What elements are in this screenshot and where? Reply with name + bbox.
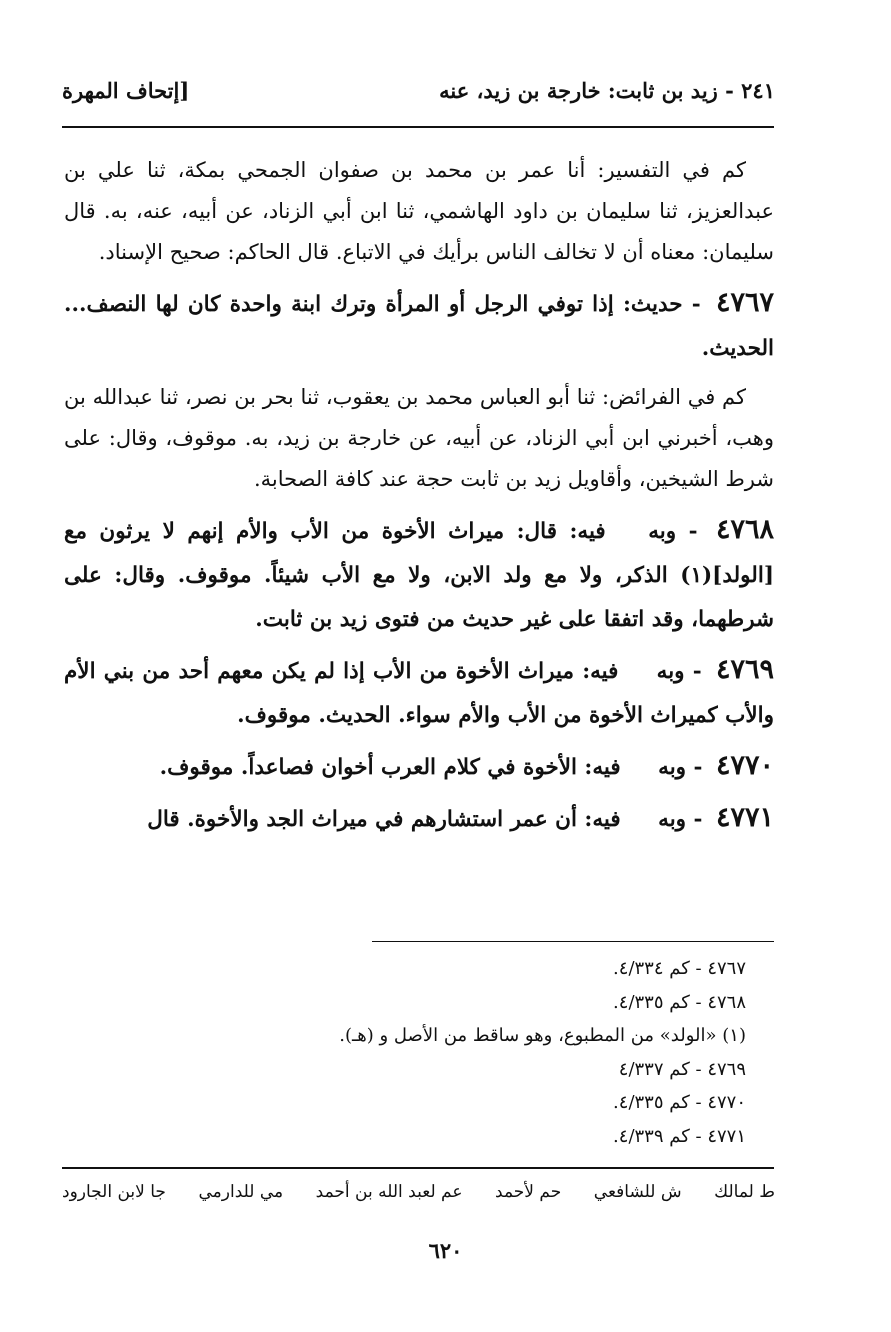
hadith-text: فيه: الأخوة في كلام العرب أخوان فصاعداً. موقوف. — [159, 755, 621, 780]
abbreviation-legend — [62, 1182, 775, 1202]
footnote-rule — [372, 941, 774, 942]
hadith-chain: - وبه — [658, 807, 703, 832]
hadith-text: - حديث: إذا توفي الرجل أو المرأة وترك ابنة واحدة كان لها النصف... الحديث. — [64, 292, 774, 361]
hadith-chain: - وبه — [658, 755, 703, 780]
legend-item: جا لابن الجارود — [62, 1182, 166, 1202]
hadith-text: فيه: أن عمر استشارهم في ميراث الجد والأخوة. قال — [147, 807, 621, 832]
footnote: ٤٧٧٠ - كم ٤/٣٣٥. — [613, 1092, 746, 1113]
legend-item: مي للدارمي — [198, 1182, 284, 1202]
footnote: ٤٧٧١ - كم ٤/٣٣٩. — [613, 1125, 746, 1147]
hadith-chain: - وبه — [648, 519, 698, 544]
hadith-entry-4771 — [64, 796, 774, 842]
page-number: ٦٢٠ — [428, 1238, 463, 1263]
hadith-text: فيه: ميراث الأخوة من الأب إذا لم يكن معهم أحد من بني الأم والأب كميراث الأخوة من الأب والأم سواء. الحديث. موقوف. — [64, 659, 774, 728]
legend-item: حم لأحمد — [495, 1182, 562, 1202]
source-paragraph: كم في الفرائض: ثنا أبو العباس محمد بن يعقوب، ثنا بحر بن نصر، ثنا عبدالله بن وهب، أخبرني ابن أبي الزناد، عن أبيه، عن خارجة بن زيد، به. موقوف، وقال: على شرط الشيخين، وأقاويل زيد بن ثابت حجة عند كافة الصحابة. — [64, 385, 774, 491]
hadith-entry-4770 — [64, 744, 774, 790]
hadith-number: ٤٧٦٩ — [715, 654, 774, 685]
hadith-number: ٤٧٧٠ — [715, 750, 774, 781]
legend-item: ش للشافعي — [593, 1182, 682, 1202]
hadith-number: ٤٧٧١ — [715, 802, 774, 833]
legend-rule — [62, 1167, 774, 1169]
header-rule — [62, 126, 774, 128]
hadith-text: فيه: قال: ميراث الأخوة من الأب والأم إنهم لا يرثون مع [الولد](١) الذكر، ولا مع ولد الابن، ولا مع الأب شيئاً. موقوف. وقال: على شرطهما، وقد اتفقا على غير حديث من فتوى زيد بن ثابت. — [64, 519, 774, 632]
main-text — [64, 150, 774, 848]
hadith-chain: - وبه — [656, 659, 702, 684]
legend-item: ط لمالك — [714, 1182, 775, 1202]
footnote: (١) «الولد» من المطبوع، وهو ساقط من الأصل و (هـ). — [339, 1025, 746, 1046]
hadith-number: ٤٧٦٨ — [715, 514, 774, 545]
hadith-number: ٤٧٦٧ — [715, 287, 774, 318]
hadith-entry-4767 — [64, 281, 774, 371]
running-header — [62, 78, 775, 118]
footnotes — [146, 952, 746, 1153]
footnote: ٤٧٦٨ - كم ٤/٣٣٥. — [613, 991, 746, 1013]
footnote: ٤٧٦٧ - كم ٤/٣٣٤. — [613, 958, 746, 979]
book-title: [إتحاف المهرة — [62, 78, 190, 103]
legend-item: عم لعبد الله بن أحمد — [315, 1182, 463, 1202]
footnote: ٤٧٦٩ - كم ٤/٣٣٧ — [618, 1058, 746, 1080]
source-paragraph: كم في التفسير: أنا عمر بن محمد بن صفوان الجمحي بمكة، ثنا علي بن عبدالعزيز، ثنا سليمان بن داود الهاشمي، ثنا ابن أبي الزناد، عن أبيه، عنه، به. قال سليمان: معناه أن لا تخالف الناس برأيك في الاتباع. قال الحاكم: صحيح الإسناد. — [64, 158, 774, 264]
hadith-entry-4769 — [64, 648, 774, 738]
running-title: ٢٤١ - زيد بن ثابت: خارجة بن زيد، عنه — [439, 78, 775, 103]
hadith-entry-4768 — [64, 508, 774, 642]
